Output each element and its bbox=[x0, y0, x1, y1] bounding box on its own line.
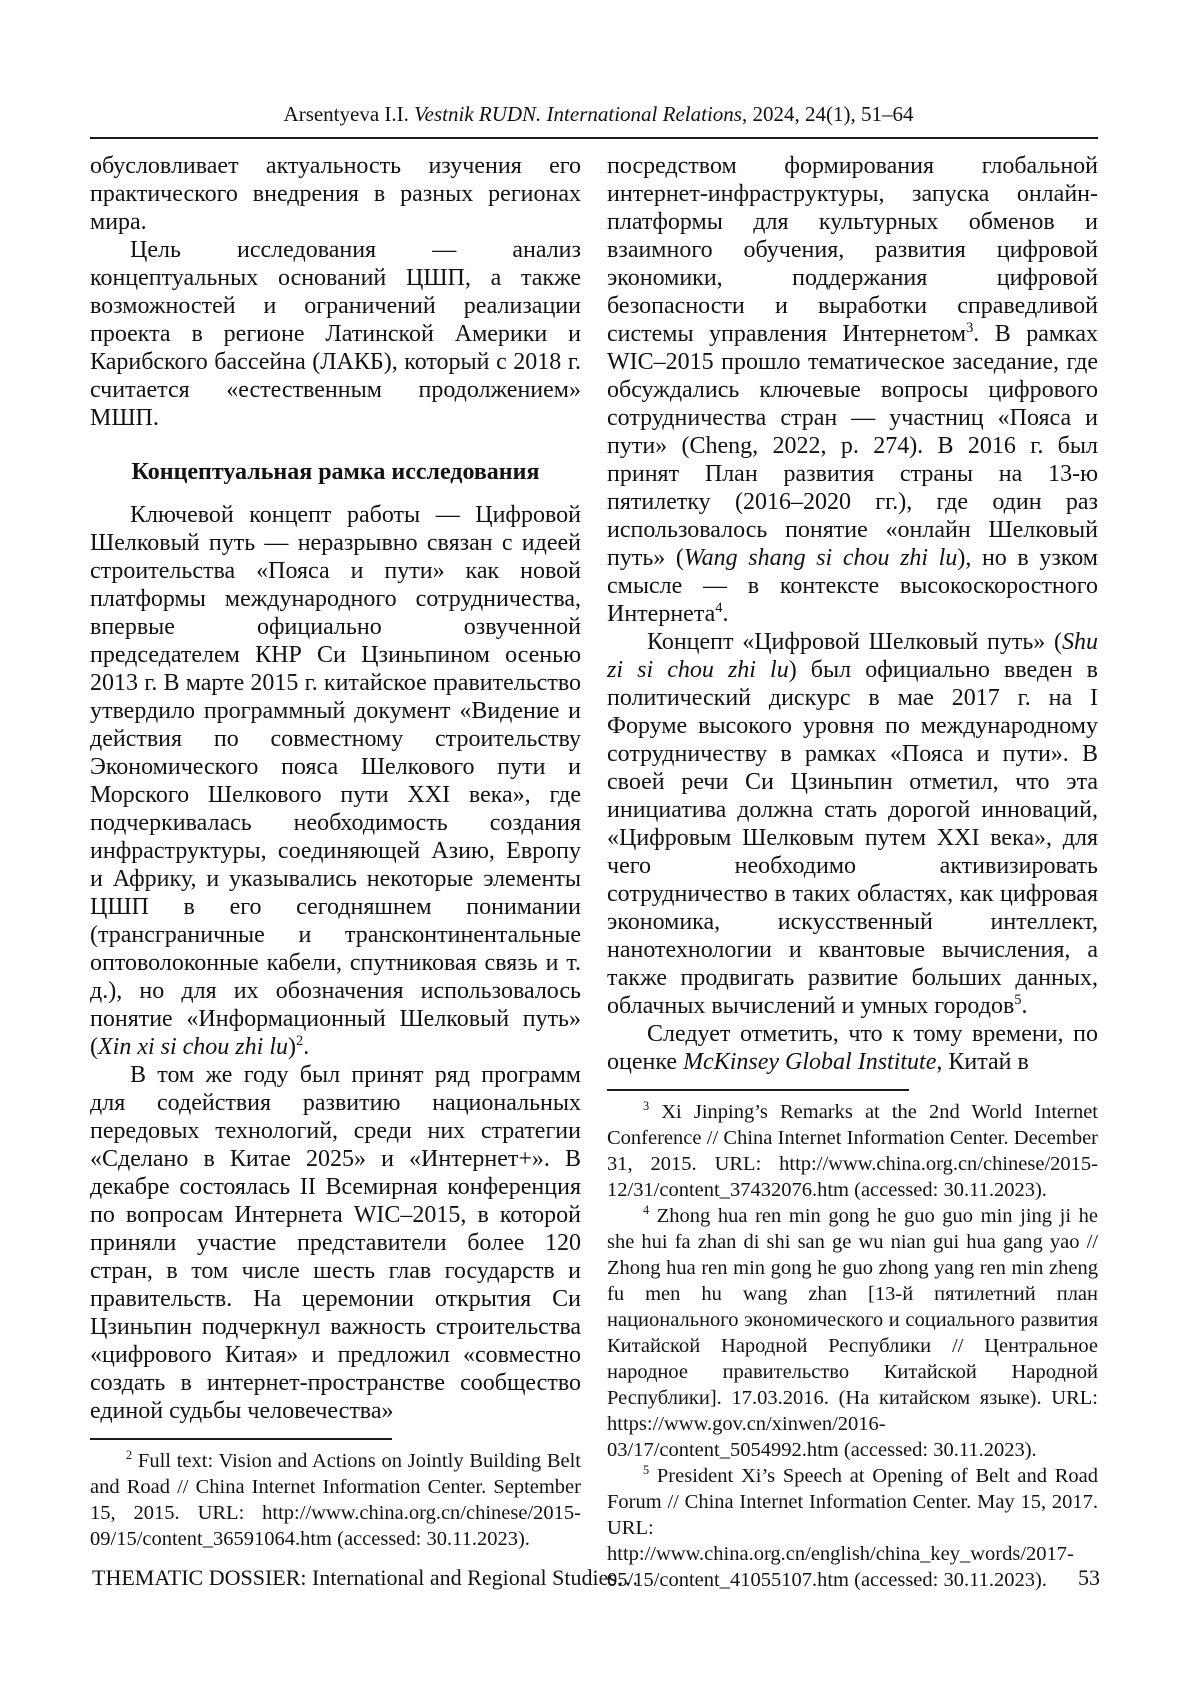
superscript-ref: 5 bbox=[1014, 992, 1022, 1008]
text-run: Xi Jinping’s Remarks at the 2nd World Internet Conference // China Internet Information Center. December 31, 2015. URL: http://www.china.org.cn/chinese/2015-12/31/content_37432076.htm (accessed: 30.11.2023). bbox=[607, 1101, 1098, 1201]
text-run: President Xi’s Speech at Opening of Belt and Road Forum // China Internet Information Center. May 15, 2017. URL: http://www.china.org.cn/english/china_key_words/2017-05/15/content_41055107.htm (accessed: 30.11.2023). bbox=[607, 1465, 1099, 1591]
footnote bbox=[607, 1099, 1098, 1203]
text-run: . bbox=[1021, 993, 1028, 1019]
superscript-ref: 2 bbox=[295, 1033, 304, 1049]
text-run: Xin xi si chou zhi lu bbox=[98, 1034, 288, 1060]
column-right-text bbox=[607, 152, 1098, 1076]
text-run: Zhong hua ren min gong he guo guo min jing ji he she hui fa zhan di shi san ge wu nian gui hua gang yao // Zhong hua ren min gong he guo zhong yang ren min zheng fu men hu wang zhan [13-й пятилетний план национального экономического и социального развития Китайской Народной Республики // Центральное народное правительство Китайской Народной Республики]. 17.03.2016. (На китайском языке). URL: https://www.gov.cn/xinwen/2016-03/17/content_5054992.htm (accessed: 30.11.2023). bbox=[607, 1205, 1098, 1461]
text-run: ) был официально введен в политический дискурс в мае 2017 г. на I Форуме высокого уровня по международному сотрудничеству в рамках «Пояса и пути». В своей речи Си Цзиньпин отметил, что эта инициатива должна стать дорогой инноваций, «Цифровым Шелковым путем XXI века», для чего необходимо активизировать сотрудничество в таких областях, как цифровая экономика, искусственный интеллект, нанотехнологии и квантовые вычисления, а также продвигать развитие больших данных, облачных вычислений и умных городов bbox=[607, 657, 1098, 1019]
text-run: McKinsey Global Institute bbox=[683, 1049, 937, 1075]
footnote-marker: 4 bbox=[643, 1203, 650, 1218]
text-run: Ключевой концепт работы — Цифровой Шелковый путь — неразрывно связан с идеей строительства «Пояса и пути» как новой платформы международного сотрудничества, впервые официально озвученной председателем КНР Си Цзиньпином осенью 2013 г. В марте 2015 г. китайское правительство утвердило программный документ «Видение и действия по совместному строительству Экономического пояса Шелкового пути и Морского Шелкового пути XXI века», где подчеркивалась необходимость создания инфраструктуры, соединяющей Азию, Европу и Африку, и указывались некоторые элементы ЦШП в его сегодняшнем понимании (трансграничные и трансконтинентальные оптоволоконные кабели, спутниковая связь и т. д.), но для их обозначения использовалось понятие «Информационный Шелковый путь» ( bbox=[90, 502, 581, 1060]
superscript-ref: 4 bbox=[715, 600, 723, 616]
text-run: Концепт «Цифровой Шелковый путь» ( bbox=[647, 629, 1062, 655]
column-left bbox=[90, 152, 581, 1593]
column-right bbox=[607, 152, 1098, 1593]
paragraph bbox=[90, 1061, 581, 1425]
footnote bbox=[607, 1203, 1098, 1463]
paragraph bbox=[90, 152, 581, 236]
paragraph bbox=[607, 628, 1098, 1020]
footnote-marker: 3 bbox=[643, 1099, 650, 1114]
header-rule bbox=[90, 137, 1098, 139]
text-run: посредством формирования глобальной интернет-инфраструктуры, запуска онлайн-платформы для культурных обменов и взаимного обучения, развития цифровой экономики, поддержания цифровой безопасности и выработки справедливой системы управления Интернетом bbox=[607, 153, 1098, 347]
text-run: . bbox=[303, 1034, 310, 1060]
text-run: Full text: Vision and Actions on Jointly Building Belt and Road // China Internet Information Center. September 15, 2015. URL: http://www.china.org.cn/chinese/2015-09/15/content_36591064.htm (accessed: 30.11.2023). bbox=[90, 1450, 582, 1550]
footnote-separator bbox=[90, 1438, 392, 1440]
footnote bbox=[90, 1448, 581, 1552]
text-run: . bbox=[722, 601, 729, 627]
text-run: ) bbox=[287, 1034, 296, 1060]
text-run: , Китай в bbox=[936, 1049, 1029, 1075]
text-run: Следует отметить, что к тому времени, по оценке bbox=[607, 1021, 1098, 1075]
text-run: Цель исследования — анализ концептуальных оснований ЦШП, а также возможностей и ограничений реализации проекта в регионе Латинской Америки и Карибского бассейна (ЛАКБ), который с 2018 г. считается «естественным продолжением» МШП. bbox=[90, 237, 581, 431]
running-head bbox=[95, 102, 1102, 126]
running-head-issue: , 2024, 24(1), 51–64 bbox=[741, 102, 914, 126]
paragraph bbox=[607, 152, 1098, 628]
footnote-marker: 2 bbox=[126, 1448, 133, 1463]
footer-dossier-label: THEMATIC DOSSIER: International and Regional Studies… bbox=[92, 1565, 639, 1590]
text-run: обусловливает актуальность изучения его практического внедрения в разных регионах мира. bbox=[90, 153, 581, 235]
column-left-footnotes bbox=[90, 1448, 581, 1552]
page-footer bbox=[92, 1565, 1100, 1591]
running-head-journal: Vestnik RUDN. International Relations bbox=[414, 102, 742, 126]
column-left-text bbox=[90, 152, 581, 1425]
column-right-footnotes bbox=[607, 1099, 1098, 1593]
page-body bbox=[90, 152, 1098, 1593]
superscript-ref: 3 bbox=[966, 320, 974, 336]
paragraph bbox=[90, 236, 581, 432]
text-run: . В рамках WIC–2015 прошло тематическое заседание, где обсуждались ключевые вопросы цифрового сотрудничества стран — участниц «Пояса и пути» (Cheng, 2022, p. 274). В 2016 г. был принят План развития страны на 13-ю пятилетку (2016–2020 гг.), где один раз использовалось понятие «онлайн Шелковый путь» ( bbox=[607, 321, 1098, 571]
paragraph bbox=[607, 1020, 1098, 1076]
footnote-marker: 5 bbox=[643, 1463, 650, 1478]
section-heading bbox=[90, 458, 581, 487]
page-number: 53 bbox=[1078, 1565, 1100, 1590]
text-run: Shu zi si chou zhi lu bbox=[607, 629, 1098, 683]
text-run: Wang shang si chou zhi lu bbox=[683, 545, 958, 571]
text-run: Концептуальная рамка исследования bbox=[131, 459, 540, 485]
footnote-separator bbox=[607, 1089, 909, 1091]
text-run: ), но в узком смысле — в контексте высокоскоростного Интернета bbox=[607, 545, 1098, 627]
running-head-author: Arsentyeva I.I. bbox=[283, 102, 415, 126]
paragraph bbox=[90, 501, 581, 1061]
text-run: В том же году был принят ряд программ для содействия развитию национальных передовых технологий, среди них стратегии «Сделано в Китае 2025» и «Интернет+». В декабре состоялась II Всемирная конференция по вопросам Интернета WIC–2015, в которой приняли участие представители более 120 стран, в том числе шесть глав государств и правительств. На церемонии открытия Си Цзиньпин подчеркнул важность строительства «цифрового Китая» и предложил «совместно создать в интернет-пространстве сообщество единой судьбы человечества» bbox=[90, 1062, 581, 1424]
